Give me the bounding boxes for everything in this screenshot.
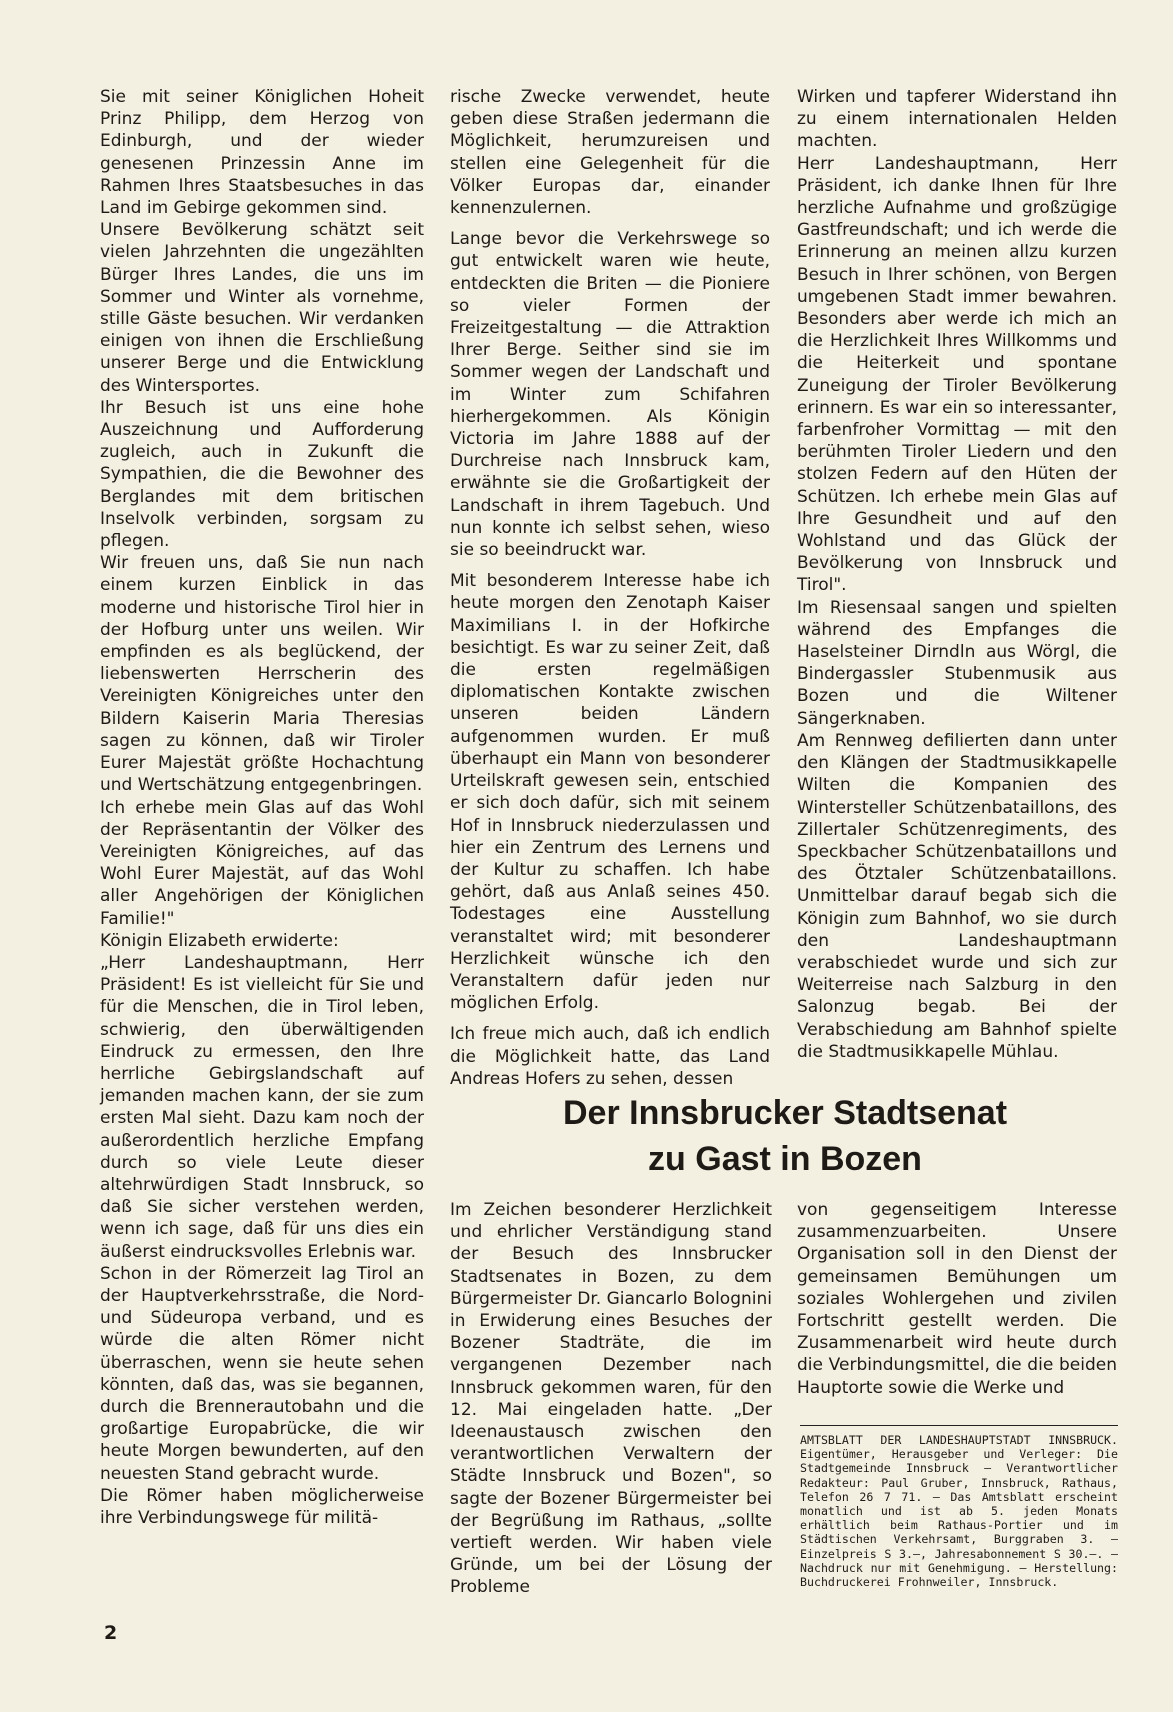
article2-column-right <box>797 1199 1117 1399</box>
paragraph: Unsere Bevölkerung schätzt seit vielen Jahrzehnten die ungezählten Bürger Ihres Landes, die uns im Sommer und Winter als vornehme, stille Gäste besuchen. Wir verdanken einigen von ihnen die Erschließung unserer Berge und die Entwicklung des Wintersportes. <box>100 220 424 396</box>
paragraph: von gegenseitigem Interesse zusammenzuarbeiten. Unsere Organisation soll in den Dienst der gemeinsamen Bemühungen um soziales Wohlergehen und zivilen Fortschritt gestellt werden. Die Zusammenarbeit wird heute durch die Verbindungsmittel, die die beiden Hauptorte sowie die Werke und <box>797 1200 1117 1398</box>
headline-line-2: zu Gast in Bozen <box>648 1140 922 1178</box>
paragraph: Ihr Besuch ist uns eine hohe Auszeichnung und Aufforderung zugleich, auch in Zukunft die Sympathien, die die Bewohner des Berglandes mit dem britischen Inselvolk verbinden, sorgsam zu pflegen. <box>100 397 424 552</box>
article2-column-left <box>450 1199 772 1599</box>
article-column-3 <box>797 86 1117 1063</box>
paragraph: Sie mit seiner Königlichen Hoheit Prinz Philipp, dem Herzog von Edinburgh, und der wieder genesenen Prinzessin Anne im Rahmen Ihres Staatsbesuches in das Land im Gebirge gekommen sind. <box>100 87 424 219</box>
article-column-2 <box>450 86 770 1090</box>
paragraph: Im Riesensaal sangen und spielten während des Empfanges die Haselsteiner Dirndln aus Wörgl, die Bindergassler Stubenmusik aus Bozen und die Wiltener Sängerknaben. <box>797 597 1117 729</box>
paragraph: Wir freuen uns, daß Sie nun nach einem kurzen Einblick in das moderne und historische Tirol hier in der Hofburg unter uns weilen. Wir empfinden es als beglückend, der liebenswerten Herrscherin des Vereinigten Königreiches unter den Bildern Kaiserin Maria Theresias sagen zu können, daß wir Tiroler Eurer Majestät größte Hochachtung und Wertschätzung entgegenbringen. <box>100 553 424 796</box>
headline-line-1: Der Innsbrucker Stadtsenat <box>562 1094 1008 1132</box>
paragraph: „Herr Landeshauptmann, Herr Präsident! Es ist vielleicht für Sie und für die Menschen, die in Tirol leben, schwierig, den überwältigenden Eindruck zu ermessen, den Ihre herrliche Gebirgslandschaft auf jemanden machen kann, der sie zum ersten Mal sieht. Dazu kam noch der außerordentlich herzliche Empfang durch so viele Leute dieser altehrwürdigen Stadt Innsbruck, so daß Sie sicher verstehen werden, wenn ich sage, daß für uns dies ein äußerst eindrucksvolles Erlebnis war. <box>100 952 424 1262</box>
paragraph: rische Zwecke verwendet, heute geben diese Straßen jedermann die Möglichkeit, herumzureisen und stellen eine Gelegenheit für die Völker Europas dar, einander kennenzulernen. <box>450 87 770 219</box>
page-number: 2 <box>104 1622 118 1644</box>
paragraph: Mit besonderem Interesse habe ich heute morgen den Zenotaph Kaiser Maximilians I. in der Hofkirche besichtigt. Es war zu seiner Zeit, daß die ersten regelmäßigen diplomatischen Kontakte zwischen unseren beiden Ländern aufgenommen wurden. Er muß überhaupt ein Mann von besonderer Urteilskraft gewesen sein, entschied er sich doch dafür, sich mit seinem Hof in Innsbruck niederzulassen und hier ein Zentrum des Lernens und der Kultur zu schaffen. Ich habe gehört, daß aus Anlaß seines 450. Todestages eine Ausstellung veranstaltet wird; mit besonderer Herzlichkeit wünsche ich den Veranstaltern dafür jeden nur möglichen Erfolg. <box>450 571 770 1014</box>
imprint-divider <box>800 1425 1118 1426</box>
paragraph: Ich freue mich auch, daß ich endlich die Möglichkeit hatte, das Land Andreas Hofers zu sehen, dessen <box>450 1024 770 1089</box>
paragraph: Herr Landeshauptmann, Herr Präsident, ich danke Ihnen für Ihre herzliche Aufnahme und großzügige Gastfreundschaft; und ich werde die Erinnerung an meinen allzu kurzen Besuch in Ihrer schönen, von Bergen umgebenen Stadt immer bewahren. Besonders aber werde ich mich an die Herzlichkeit Ihres Willkomms und die Heiterkeit und spontane Zuneigung der Tiroler Bevölkerung erinnern. Es war ein so interessanter, farbenfroher Vormittag — mit den berühmten Tiroler Liedern und den stolzen Federn auf den Hüten der Schützen. Ich erhebe mein Glas auf Ihre Gesundheit und auf den Wohlstand und das Glück der Bevölkerung von Innsbruck und Tirol". <box>797 153 1117 596</box>
paragraph: Am Rennweg defilierten dann unter den Klängen der Stadtmusikkapelle Wilten die Kompanien des Wintersteller Schützenbataillons, des Zillertaler Schützenregiments, des Speckbacher Schützenbataillons und des Ötztaler Schützenbataillons. Unmittelbar darauf begab sich die Königin zum Bahnhof, wo sie durch den Landeshauptmann verabschiedet wurde und sich zur Weiterreise nach Salzburg in den Salonzug begab. Bei der Verabschiedung am Bahnhof spielte die Stadtmusikkapelle Mühlau. <box>797 730 1117 1062</box>
paragraph: Im Zeichen besonderer Herzlichkeit und ehrlicher Verständigung stand der Besuch des Innsbrucker Stadtsenates in Bozen, zu dem Bürgermeister Dr. Giancarlo Bolognini in Erwiderung eines Besuches der Bozener Stadträte, die im vergangenen Dezember nach Innsbruck gekommen waren, für den 12. Mai eingeladen hatte. „Der Ideenaustausch zwischen den verantwortlichen Verwaltern der Städte Innsbruck und Bozen", so sagte der Bozener Bürgermeister bei der Begrüßung im Rathaus, „sollte vertieft werden. Wir haben viele Gründe, um bei der Lösung der Probleme <box>450 1200 772 1598</box>
article-headline <box>450 1090 1120 1182</box>
paragraph: Ich erhebe mein Glas auf das Wohl der Repräsentantin der Völker des Vereinigten Königreiches, auf das Wohl Eurer Majestät, auf das Wohl aller Angehörigen der Königlichen Familie!" <box>100 797 424 929</box>
paragraph: Königin Elizabeth erwiderte: <box>100 930 339 951</box>
paragraph: Die Römer haben möglicherweise ihre Verbindungswege für militä- <box>100 1485 424 1528</box>
article-column-1 <box>100 86 424 1529</box>
paragraph: Schon in der Römerzeit lag Tirol an der Hauptverkehrsstraße, die Nord- und Südeuropa verband, und es würde die alten Römer nicht überraschen, wenn sie heute sehen könnten, daß das, was sie begannen, durch die Brennerautobahn und die großartige Europabrücke, die wir heute Morgen bewunderten, auf den neuesten Stand gebracht wurde. <box>100 1263 424 1484</box>
paragraph: Wirken und tapferer Widerstand ihn zu einem internationalen Helden machten. <box>797 87 1117 152</box>
imprint: AMTSBLATT DER LANDESHAUPTSTADT INNSBRUCK. Eigentümer, Herausgeber und Verleger: Die Stadtgemeinde Innsbruck — Verantwortlicher Redakteur: Paul Gruber, Innsbruck, Rathaus, Telefon 26 7 71. — Das Amtsblatt erscheint monatlich und ist ab 5. jeden Monats erhältlich beim Rathaus-Portier und im Städtischen Verkehrsamt, Burggraben 3. — Einzelpreis S 3.—, Jahresabonnement S 30.—. — Nachdruck nur mit Genehmigung. — Herstellung: Buchdruckerei Frohnweiler, Innsbruck. <box>800 1433 1118 1590</box>
paragraph: Lange bevor die Verkehrswege so gut entwickelt waren wie heute, entdeckten die Briten — die Pioniere so vieler Formen der Freizeitgestaltung — die Attraktion Ihrer Berge. Seither sind sie im Sommer wegen der Landschaft und im Winter zum Schifahren hierhergekommen. Als Königin Victoria im Jahre 1888 auf der Durchreise nach Innsbruck kam, erwähnte sie die Großartigkeit der Landschaft in ihrem Tagebuch. Und nun konnte ich selbst sehen, wieso sie so beeindruckt war. <box>450 229 770 561</box>
